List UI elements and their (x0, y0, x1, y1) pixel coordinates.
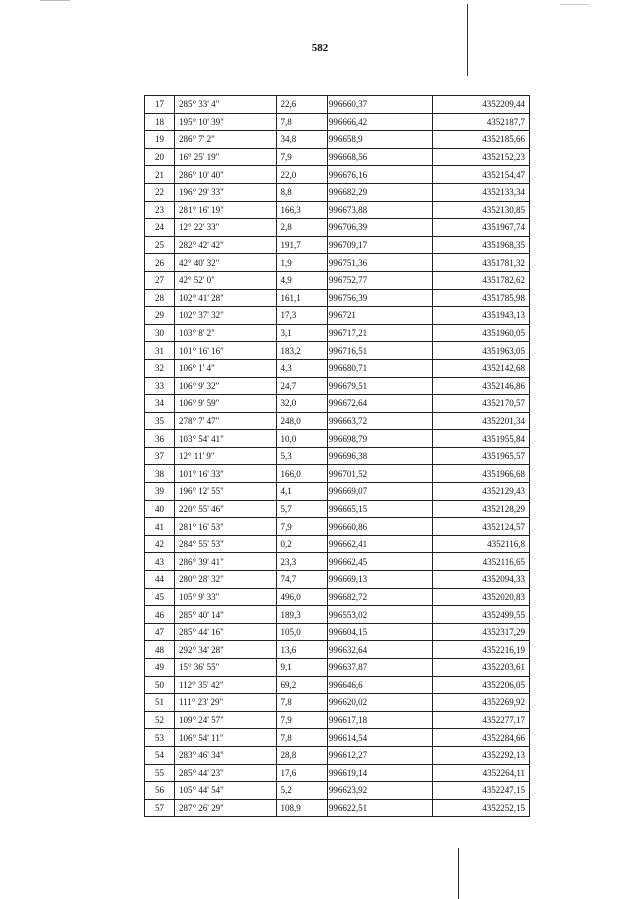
table-row (145, 430, 530, 448)
point-number-cell: 34 (145, 395, 175, 413)
table-row (145, 183, 530, 201)
distance-cell: 3,1 (276, 324, 327, 342)
y-coordinate-cell: 4352133,34 (432, 183, 529, 201)
y-coordinate-cell: 4352129,43 (432, 483, 529, 501)
point-number-cell: 31 (145, 342, 175, 360)
point-number-cell: 33 (145, 377, 175, 395)
point-number-cell: 38 (145, 465, 175, 483)
y-coordinate-cell: 4352284,66 (432, 729, 529, 747)
x-coordinate-cell: 996669,07 (327, 483, 432, 501)
x-coordinate-cell: 996620,02 (327, 694, 432, 712)
x-coordinate-cell: 996668,56 (327, 148, 432, 166)
y-coordinate-cell: 4352292,13 (432, 746, 529, 764)
bearing-angle-cell: 106° 54' 11" (174, 729, 276, 747)
bearing-angle-cell: 42° 52' 0" (174, 271, 276, 289)
distance-cell: 34,8 (276, 131, 327, 149)
distance-cell: 189,3 (276, 606, 327, 624)
y-coordinate-cell: 4352206,05 (432, 676, 529, 694)
point-number-cell: 39 (145, 483, 175, 501)
distance-cell: 7,9 (276, 518, 327, 536)
x-coordinate-cell: 996623,92 (327, 782, 432, 800)
y-coordinate-cell: 4352116,8 (432, 535, 529, 553)
coordinates-table-body (145, 96, 530, 817)
table-row (145, 483, 530, 501)
distance-cell: 10,0 (276, 430, 327, 448)
table-row (145, 764, 530, 782)
distance-cell: 4,3 (276, 359, 327, 377)
table-row (145, 746, 530, 764)
distance-cell: 5,7 (276, 500, 327, 518)
y-coordinate-cell: 4352216,19 (432, 641, 529, 659)
y-coordinate-cell: 4351968,35 (432, 236, 529, 254)
point-number-cell: 56 (145, 782, 175, 800)
coordinates-table (144, 95, 530, 817)
bearing-angle-cell: 220° 55' 46" (174, 500, 276, 518)
table-row (145, 799, 530, 817)
table-row (145, 395, 530, 413)
bearing-angle-cell: 196° 12' 55" (174, 483, 276, 501)
table-row (145, 96, 530, 114)
table-row (145, 254, 530, 272)
y-coordinate-cell: 4352187,7 (432, 113, 529, 131)
x-coordinate-cell: 996666,42 (327, 113, 432, 131)
bearing-angle-cell: 106° 9' 59" (174, 395, 276, 413)
x-coordinate-cell: 996604,15 (327, 623, 432, 641)
x-coordinate-cell: 996660,37 (327, 96, 432, 114)
y-coordinate-cell: 4352203,61 (432, 659, 529, 677)
point-number-cell: 20 (145, 148, 175, 166)
y-coordinate-cell: 4351966,68 (432, 465, 529, 483)
y-coordinate-cell: 4352170,57 (432, 395, 529, 413)
x-coordinate-cell: 996614,54 (327, 729, 432, 747)
bearing-angle-cell: 105° 44' 54" (174, 782, 276, 800)
y-coordinate-cell: 4352146,86 (432, 377, 529, 395)
point-number-cell: 48 (145, 641, 175, 659)
y-coordinate-cell: 4352264,11 (432, 764, 529, 782)
bearing-angle-cell: 282° 42' 42" (174, 236, 276, 254)
point-number-cell: 42 (145, 535, 175, 553)
bearing-angle-cell: 292° 34' 28" (174, 641, 276, 659)
distance-cell: 496,0 (276, 588, 327, 606)
distance-cell: 1,9 (276, 254, 327, 272)
y-coordinate-cell: 4351943,13 (432, 307, 529, 325)
x-coordinate-cell: 996662,41 (327, 535, 432, 553)
x-coordinate-cell: 996553,02 (327, 606, 432, 624)
distance-cell: 0,2 (276, 535, 327, 553)
table-row (145, 148, 530, 166)
x-coordinate-cell: 996682,72 (327, 588, 432, 606)
distance-cell: 5,3 (276, 447, 327, 465)
point-number-cell: 18 (145, 113, 175, 131)
point-number-cell: 19 (145, 131, 175, 149)
distance-cell: 161,1 (276, 289, 327, 307)
distance-cell: 4,1 (276, 483, 327, 501)
bearing-angle-cell: 196° 29' 33" (174, 183, 276, 201)
point-number-cell: 46 (145, 606, 175, 624)
y-coordinate-cell: 4351965,57 (432, 447, 529, 465)
table-row (145, 219, 530, 237)
table-row (145, 131, 530, 149)
table-row (145, 676, 530, 694)
point-number-cell: 45 (145, 588, 175, 606)
bearing-angle-cell: 285° 33' 4" (174, 96, 276, 114)
table-row (145, 518, 530, 536)
table-row (145, 342, 530, 360)
table-row (145, 271, 530, 289)
distance-cell: 4,9 (276, 271, 327, 289)
distance-cell: 105,0 (276, 623, 327, 641)
y-coordinate-cell: 4352142,68 (432, 359, 529, 377)
distance-cell: 13,6 (276, 641, 327, 659)
binder-line-bottom (458, 848, 459, 899)
distance-cell: 24,7 (276, 377, 327, 395)
table-row (145, 412, 530, 430)
table-row (145, 641, 530, 659)
table-row (145, 465, 530, 483)
point-number-cell: 43 (145, 553, 175, 571)
x-coordinate-cell: 996662,45 (327, 553, 432, 571)
y-coordinate-cell: 4351782,62 (432, 271, 529, 289)
distance-cell: 22,0 (276, 166, 327, 184)
distance-cell: 17,6 (276, 764, 327, 782)
table-row (145, 553, 530, 571)
x-coordinate-cell: 996663,72 (327, 412, 432, 430)
bearing-angle-cell: 284° 55' 53" (174, 535, 276, 553)
point-number-cell: 32 (145, 359, 175, 377)
table-row (145, 711, 530, 729)
x-coordinate-cell: 996612,27 (327, 746, 432, 764)
x-coordinate-cell: 996632,64 (327, 641, 432, 659)
x-coordinate-cell: 996682,29 (327, 183, 432, 201)
x-coordinate-cell: 996752,77 (327, 271, 432, 289)
y-coordinate-cell: 4351781,32 (432, 254, 529, 272)
bearing-angle-cell: 286° 7' 2" (174, 131, 276, 149)
y-coordinate-cell: 4351963,05 (432, 342, 529, 360)
point-number-cell: 21 (145, 166, 175, 184)
point-number-cell: 36 (145, 430, 175, 448)
y-coordinate-cell: 4352094,33 (432, 571, 529, 589)
bearing-angle-cell: 42° 40' 32" (174, 254, 276, 272)
point-number-cell: 35 (145, 412, 175, 430)
bearing-angle-cell: 195° 10' 39" (174, 113, 276, 131)
y-coordinate-cell: 4352128,29 (432, 500, 529, 518)
point-number-cell: 30 (145, 324, 175, 342)
distance-cell: 7,8 (276, 729, 327, 747)
x-coordinate-cell: 996665,15 (327, 500, 432, 518)
y-coordinate-cell: 4351785,98 (432, 289, 529, 307)
x-coordinate-cell: 996646,6 (327, 676, 432, 694)
x-coordinate-cell: 996696,38 (327, 447, 432, 465)
y-coordinate-cell: 4351955,84 (432, 430, 529, 448)
distance-cell: 166,3 (276, 201, 327, 219)
corner-mark-top-left (40, 0, 70, 1)
bearing-angle-cell: 285° 40' 14" (174, 606, 276, 624)
point-number-cell: 22 (145, 183, 175, 201)
distance-cell: 9,1 (276, 659, 327, 677)
table-row (145, 535, 530, 553)
y-coordinate-cell: 4351960,05 (432, 324, 529, 342)
point-number-cell: 54 (145, 746, 175, 764)
x-coordinate-cell: 996676,16 (327, 166, 432, 184)
page-number: 582 (311, 42, 329, 54)
point-number-cell: 25 (145, 236, 175, 254)
table-row (145, 588, 530, 606)
y-coordinate-cell: 4352154,47 (432, 166, 529, 184)
bearing-angle-cell: 109° 24' 57" (174, 711, 276, 729)
table-row (145, 659, 530, 677)
distance-cell: 183,2 (276, 342, 327, 360)
point-number-cell: 41 (145, 518, 175, 536)
distance-cell: 22,6 (276, 96, 327, 114)
table-row (145, 782, 530, 800)
bearing-angle-cell: 111° 23' 29" (174, 694, 276, 712)
y-coordinate-cell: 4352209,44 (432, 96, 529, 114)
x-coordinate-cell: 996679,51 (327, 377, 432, 395)
bearing-angle-cell: 106° 9' 32" (174, 377, 276, 395)
point-number-cell: 51 (145, 694, 175, 712)
bearing-angle-cell: 283° 46' 34" (174, 746, 276, 764)
y-coordinate-cell: 4352499,55 (432, 606, 529, 624)
distance-cell: 7,8 (276, 113, 327, 131)
distance-cell: 23,3 (276, 553, 327, 571)
point-number-cell: 52 (145, 711, 175, 729)
bearing-angle-cell: 286° 10' 40" (174, 166, 276, 184)
table-row (145, 359, 530, 377)
point-number-cell: 37 (145, 447, 175, 465)
y-coordinate-cell: 4352116,65 (432, 553, 529, 571)
point-number-cell: 49 (145, 659, 175, 677)
table-row (145, 113, 530, 131)
y-coordinate-cell: 4352185,66 (432, 131, 529, 149)
y-coordinate-cell: 4352020,83 (432, 588, 529, 606)
point-number-cell: 26 (145, 254, 175, 272)
point-number-cell: 44 (145, 571, 175, 589)
x-coordinate-cell: 996660,86 (327, 518, 432, 536)
x-coordinate-cell: 996751,36 (327, 254, 432, 272)
x-coordinate-cell: 996669,13 (327, 571, 432, 589)
point-number-cell: 57 (145, 799, 175, 817)
table-row (145, 307, 530, 325)
x-coordinate-cell: 996617,18 (327, 711, 432, 729)
x-coordinate-cell: 996698,79 (327, 430, 432, 448)
table-row (145, 166, 530, 184)
binder-line-top (467, 4, 468, 76)
table-row (145, 500, 530, 518)
corner-mark-top-right (560, 4, 590, 5)
x-coordinate-cell: 996619,14 (327, 764, 432, 782)
distance-cell: 191,7 (276, 236, 327, 254)
point-number-cell: 40 (145, 500, 175, 518)
bearing-angle-cell: 16° 25' 19" (174, 148, 276, 166)
point-number-cell: 53 (145, 729, 175, 747)
bearing-angle-cell: 103° 54' 41" (174, 430, 276, 448)
y-coordinate-cell: 4352152,23 (432, 148, 529, 166)
bearing-angle-cell: 12° 11' 9" (174, 447, 276, 465)
table-row (145, 606, 530, 624)
x-coordinate-cell: 996716,51 (327, 342, 432, 360)
point-number-cell: 23 (145, 201, 175, 219)
bearing-angle-cell: 101° 16' 33" (174, 465, 276, 483)
distance-cell: 8,8 (276, 183, 327, 201)
y-coordinate-cell: 4351967,74 (432, 219, 529, 237)
distance-cell: 2,8 (276, 219, 327, 237)
y-coordinate-cell: 4352201,34 (432, 412, 529, 430)
distance-cell: 5,2 (276, 782, 327, 800)
point-number-cell: 29 (145, 307, 175, 325)
table-row (145, 377, 530, 395)
y-coordinate-cell: 4352130,85 (432, 201, 529, 219)
point-number-cell: 50 (145, 676, 175, 694)
table-row (145, 571, 530, 589)
bearing-angle-cell: 281° 16' 19" (174, 201, 276, 219)
point-number-cell: 55 (145, 764, 175, 782)
bearing-angle-cell: 278° 7' 47" (174, 412, 276, 430)
y-coordinate-cell: 4352277,17 (432, 711, 529, 729)
table-row (145, 201, 530, 219)
table-row (145, 623, 530, 641)
x-coordinate-cell: 996756,39 (327, 289, 432, 307)
bearing-angle-cell: 105° 9' 33" (174, 588, 276, 606)
y-coordinate-cell: 4352317,29 (432, 623, 529, 641)
y-coordinate-cell: 4352124,57 (432, 518, 529, 536)
point-number-cell: 24 (145, 219, 175, 237)
point-number-cell: 27 (145, 271, 175, 289)
x-coordinate-cell: 996706,39 (327, 219, 432, 237)
distance-cell: 28,8 (276, 746, 327, 764)
x-coordinate-cell: 996717,21 (327, 324, 432, 342)
point-number-cell: 47 (145, 623, 175, 641)
distance-cell: 69,2 (276, 676, 327, 694)
distance-cell: 7,9 (276, 711, 327, 729)
bearing-angle-cell: 15° 36' 55" (174, 659, 276, 677)
table-row (145, 289, 530, 307)
bearing-angle-cell: 12° 22' 33" (174, 219, 276, 237)
distance-cell: 17,3 (276, 307, 327, 325)
bearing-angle-cell: 286° 39' 41" (174, 553, 276, 571)
distance-cell: 74,7 (276, 571, 327, 589)
x-coordinate-cell: 996680,71 (327, 359, 432, 377)
distance-cell: 7,9 (276, 148, 327, 166)
bearing-angle-cell: 101° 16' 16" (174, 342, 276, 360)
point-number-cell: 17 (145, 96, 175, 114)
distance-cell: 32,0 (276, 395, 327, 413)
x-coordinate-cell: 996701,52 (327, 465, 432, 483)
table-row (145, 447, 530, 465)
distance-cell: 108,9 (276, 799, 327, 817)
x-coordinate-cell: 996672,64 (327, 395, 432, 413)
bearing-angle-cell: 285° 44' 23" (174, 764, 276, 782)
table-row (145, 324, 530, 342)
y-coordinate-cell: 4352252,15 (432, 799, 529, 817)
point-number-cell: 28 (145, 289, 175, 307)
x-coordinate-cell: 996673,88 (327, 201, 432, 219)
table-row (145, 236, 530, 254)
bearing-angle-cell: 102° 37' 32" (174, 307, 276, 325)
distance-cell: 166,0 (276, 465, 327, 483)
bearing-angle-cell: 112° 35' 42" (174, 676, 276, 694)
bearing-angle-cell: 287° 26' 29" (174, 799, 276, 817)
x-coordinate-cell: 996637,87 (327, 659, 432, 677)
x-coordinate-cell: 996709,17 (327, 236, 432, 254)
bearing-angle-cell: 102° 41' 28" (174, 289, 276, 307)
distance-cell: 248,0 (276, 412, 327, 430)
bearing-angle-cell: 280° 28' 32" (174, 571, 276, 589)
bearing-angle-cell: 285° 44' 16" (174, 623, 276, 641)
bearing-angle-cell: 103° 8' 2" (174, 324, 276, 342)
y-coordinate-cell: 4352269,92 (432, 694, 529, 712)
table-row (145, 729, 530, 747)
x-coordinate-cell: 996622,51 (327, 799, 432, 817)
bearing-angle-cell: 281° 16' 53" (174, 518, 276, 536)
x-coordinate-cell: 996721 (327, 307, 432, 325)
x-coordinate-cell: 996658,9 (327, 131, 432, 149)
y-coordinate-cell: 4352247,15 (432, 782, 529, 800)
table-row (145, 694, 530, 712)
distance-cell: 7,8 (276, 694, 327, 712)
bearing-angle-cell: 106° 1' 4" (174, 359, 276, 377)
